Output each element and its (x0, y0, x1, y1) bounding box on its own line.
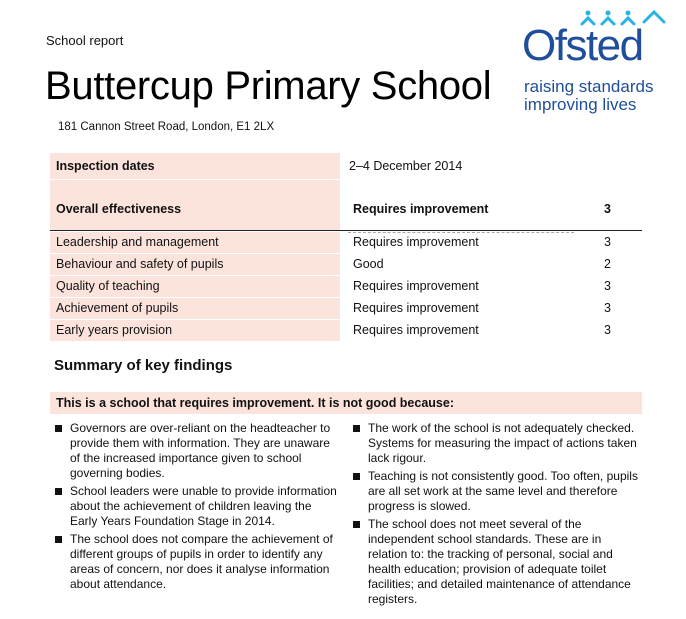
bullet-icon (353, 473, 360, 480)
ofsted-logo (522, 8, 682, 118)
finding-text: Governors are over-reliant on the headteacher to provide them with information. They are unaware of the increased importance given to school governing bodies. (70, 421, 331, 480)
finding-text: The school does not meet several of the independent school standards. These are in relation to: the tracking of personal, social and health education; provision of adequate toilet facilities; and detailed maintenance of attendance registers. (368, 517, 631, 606)
inspection-dates-label: Inspection dates (50, 153, 340, 179)
inspection-dates-value: 2–4 December 2014 (349, 159, 463, 173)
grade-label: Quality of teaching (50, 276, 340, 297)
finding-text: The work of the school is not adequately checked. Systems for measuring the impact of actions taken lack rigour. (368, 421, 637, 465)
list-item (54, 421, 342, 481)
table-row (50, 320, 642, 342)
overall-effectiveness-row (50, 180, 642, 230)
list-item (54, 532, 342, 592)
findings-right-column (352, 421, 642, 610)
logo-tagline-1: raising standards (524, 77, 654, 96)
summary-banner: This is a school that requires improvement. It is not good because: (50, 392, 642, 414)
grade-label: Behaviour and safety of pupils (50, 254, 340, 275)
bullet-icon (55, 488, 62, 495)
grade-value: Requires improvement (353, 323, 479, 337)
overall-effectiveness-label: Overall effectiveness (50, 180, 340, 230)
grade-value: Requires improvement (353, 279, 479, 293)
grade-label: Achievement of pupils (50, 298, 340, 319)
inspection-dates-row (50, 153, 642, 179)
finding-text: The school does not compare the achievement of different groups of pupils in order to identify any areas of concern, nor does it analyse information about attendance. (70, 532, 333, 591)
list-item (352, 517, 642, 607)
school-name: Buttercup Primary School (45, 64, 492, 108)
summary-heading: Summary of key findings (54, 357, 233, 374)
grade-value: Requires improvement (353, 235, 479, 249)
bullet-icon (353, 425, 360, 432)
grade-number: 3 (604, 301, 611, 315)
findings-left-column (54, 421, 342, 595)
school-address: 181 Cannon Street Road, London, E1 2LX (58, 121, 275, 133)
grade-value: Requires improvement (353, 301, 479, 315)
grade-value: Good (353, 257, 384, 271)
finding-text: School leaders were unable to provide information about the achievement of children leaving the Early Years Foundation Stage in 2014. (70, 484, 337, 528)
grade-number: 3 (604, 235, 611, 249)
logo-wordmark: Ofsted (522, 21, 643, 70)
bullet-icon (353, 521, 360, 528)
bullet-icon (55, 425, 62, 432)
grade-number: 3 (604, 323, 611, 337)
table-row (50, 276, 642, 298)
grade-label: Leadership and management (50, 232, 340, 253)
list-item (352, 421, 642, 466)
doc-type: School report (46, 33, 124, 48)
table-row (50, 254, 642, 276)
overall-effectiveness-grade: 3 (604, 202, 611, 216)
table-row (50, 298, 642, 320)
judgement-grades-table (50, 232, 642, 342)
bullet-icon (55, 536, 62, 543)
grade-number: 2 (604, 257, 611, 271)
finding-text: Teaching is not consistently good. Too often, pupils are all set work at the same level and therefore progress is slowed. (368, 469, 638, 513)
grade-number: 3 (604, 279, 611, 293)
list-item (352, 469, 642, 514)
logo-tagline-2: improving lives (524, 95, 637, 114)
table-row (50, 232, 642, 254)
list-item (54, 484, 342, 529)
grade-label: Early years provision (50, 320, 340, 341)
overall-effectiveness-value: Requires improvement (353, 202, 489, 216)
row-divider (348, 232, 574, 233)
table-rule (50, 230, 642, 231)
